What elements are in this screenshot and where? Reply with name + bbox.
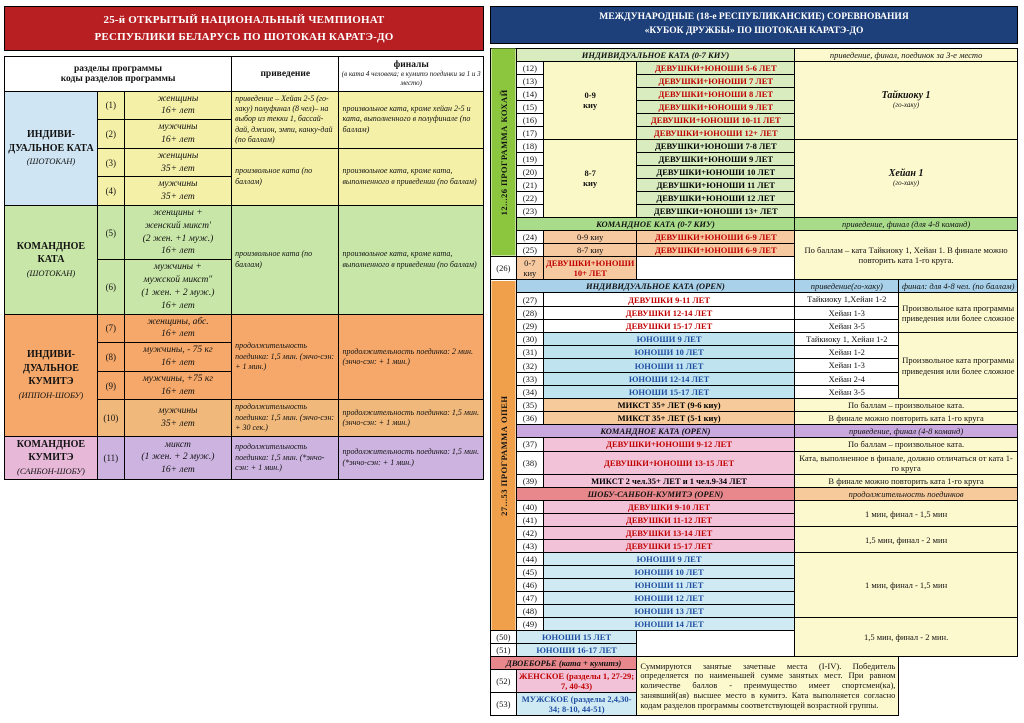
- section-name-individual-kumite: ИНДИВИ-ДУАЛЬНОЕ КУМИТЭ (ИППОН-ШОБУ): [5, 314, 98, 436]
- masters-note-2: В финале можно повторить ката 1-го круга: [795, 412, 1018, 425]
- row-code: (51): [491, 644, 517, 657]
- table-row: [491, 398, 1018, 411]
- table-row: [491, 451, 1018, 474]
- row-code: (28): [516, 306, 543, 319]
- row-label: ЮНОШИ 11 ЛЕТ: [543, 359, 794, 372]
- row-code: (52): [491, 670, 517, 693]
- vertical-label-open: 27...53 ПРОГРАММА ОПЕН: [491, 280, 517, 631]
- prived-kata: Хейан 1-3: [795, 306, 899, 319]
- prived-kata: Хейан 3-5: [795, 319, 899, 332]
- row-label: ДЕВУШКИ 11-12 ЛЕТ: [543, 514, 794, 527]
- code-cell: (1): [97, 91, 124, 120]
- band-kohai-team: КОМАНДНОЕ КАТА (0-7 КИУ): [516, 217, 794, 230]
- row-code: (48): [516, 605, 543, 618]
- code-cell: (9): [97, 371, 124, 400]
- open-team-note-1: По баллам – произвольное ката.: [795, 438, 1018, 451]
- table-row: [491, 293, 1018, 306]
- table-row: [491, 48, 1018, 61]
- table-row: [491, 501, 1018, 514]
- code-cell: (5): [97, 206, 124, 260]
- left-title-line2: РЕСПУБЛИКИ БЕЛАРУСЬ ПО ШОТОКАН КАРАТЭ-ДО: [94, 30, 394, 43]
- row-label: ДЕВУШКИ+ЮНОШИ 5-6 ЛЕТ: [637, 61, 795, 74]
- row-code: (20): [516, 165, 543, 178]
- table-row: [5, 314, 484, 343]
- table-row: [491, 139, 1018, 152]
- row-code: (18): [516, 139, 543, 152]
- row-label: МУЖСКОЕ (разделы 2,4,30-34; 8-10, 44-51): [516, 693, 637, 716]
- row-code: (35): [516, 398, 543, 411]
- kyu-cell: 0-7 киу: [516, 256, 543, 279]
- open-final-note-2: Произвольное ката программы приведения или более сложное: [899, 333, 1018, 399]
- table-row: [491, 553, 1018, 566]
- table-row: [491, 425, 1018, 438]
- prived-kata: Хейан 1-2: [795, 346, 899, 359]
- table-row: [491, 474, 1018, 487]
- row-label: ЮНОШИ 12-14 ЛЕТ: [543, 372, 794, 385]
- code-cell: (2): [97, 120, 124, 149]
- row-code: (25): [516, 243, 543, 256]
- category-cell: мужчины 16+ лет: [124, 120, 231, 149]
- final-cell: продолжительность поединка: 2 мин. (энчо-сэн: + 1 мин.): [339, 314, 484, 400]
- row-label: ДЕВУШКИ+ЮНОШИ 11 ЛЕТ: [637, 178, 795, 191]
- row-code: (27): [516, 293, 543, 306]
- code-cell: (11): [97, 436, 124, 480]
- category-cell: женщины, абс. 16+ лет: [124, 314, 231, 343]
- open-final-header: финал: для 4-8 чел. (по баллам): [899, 280, 1018, 293]
- row-code: (13): [516, 74, 543, 87]
- open-prived-header: приведение(го-хаку): [795, 280, 899, 293]
- row-code: (33): [516, 372, 543, 385]
- final-cell: произвольное ката, кроме хейан 2-5 и ката, выполненного в полуфинале (по баллам): [339, 91, 484, 148]
- band-dvoeborie: ДВОЕБОРЬЕ (ката + кумитэ): [491, 657, 637, 670]
- table-row: [491, 217, 1018, 230]
- band-kohai-individual: ИНДИВИДУАЛЬНОЕ КАТА (0-7 КИУ): [516, 48, 794, 61]
- code-cell: (8): [97, 343, 124, 372]
- category-cell: женщины + женский микст' (2 жен. +1 муж.) 16+ лет: [124, 206, 231, 260]
- dvoeborie-note: Суммируются занятые зачетные места (I-IV). Победитель определяется по наименьшей сумме занятых мест. При равном количестве баллов - преимущество имеет спортсмен(ка), занявший(ая) высшее место в кумитэ. Ката выполняется согласно кодам разделов программы соответствующей возрастной группы.: [637, 657, 899, 716]
- band-open-team: КОМАНДНОЕ КАТА (OPEN): [516, 425, 794, 438]
- row-code: (12): [516, 61, 543, 74]
- final-cell: продолжительность поединка: 1,5 мин. (энчо-сэн: + 1 мин.): [339, 400, 484, 436]
- row-code: (22): [516, 191, 543, 204]
- row-label: ДЕВУШКИ 15-17 ЛЕТ: [543, 540, 794, 553]
- prived-cell: продолжительность поединка: 1,5 мин. (энчо-сэн: + 30 сек.): [232, 400, 339, 436]
- shobu-header: продолжительность поединков: [795, 488, 1018, 501]
- kohai-team-prived-header: приведение, финал (для 4-8 команд): [795, 217, 1018, 230]
- table-row: [491, 61, 1018, 74]
- row-code: (21): [516, 178, 543, 191]
- category-cell: мужчины 35+ лет: [124, 177, 231, 206]
- header-prived: приведение: [232, 57, 339, 92]
- row-code: (32): [516, 359, 543, 372]
- row-label: ЮНОШИ 9 ЛЕТ: [543, 553, 794, 566]
- row-label: ДЕВУШКИ 12-14 ЛЕТ: [543, 306, 794, 319]
- final-cell: произвольное ката, кроме ката, выполненного в приведении (по баллам): [339, 148, 484, 205]
- row-label: ДЕВУШКИ+ЮНОШИ 6-9 ЛЕТ: [637, 230, 795, 243]
- prived-cell: произвольное ката (по баллам): [232, 206, 339, 315]
- prived-kata: Хейан 2-4: [795, 372, 899, 385]
- left-title-banner: [4, 6, 484, 51]
- row-label: ЮНОШИ 10 ЛЕТ: [543, 566, 794, 579]
- header-program-sections: разделы программы коды разделов программы: [5, 57, 232, 92]
- row-code: (45): [516, 566, 543, 579]
- row-label: ЮНОШИ 15 ЛЕТ: [516, 631, 637, 644]
- row-label: ЮНОШИ 10 ЛЕТ: [543, 346, 794, 359]
- table-row: [491, 333, 1018, 346]
- row-label: ЮНОШИ 9 ЛЕТ: [543, 333, 794, 346]
- right-column: [490, 6, 1018, 717]
- category-cell: мужчины 35+ лет: [124, 400, 231, 436]
- row-code: (24): [516, 230, 543, 243]
- open-team-note-2: Ката, выполненное в финале, должно отличаться от ката 1-го круга: [795, 451, 1018, 474]
- kata-cell-taikyoku: Тайкиоку 1 (го-хаку): [795, 61, 1018, 139]
- row-label: МИКСТ 35+ ЛЕТ (9-6 киу): [543, 398, 794, 411]
- row-label: МИКСТ 2 чел.35+ ЛЕТ и 1 чел.9-34 ЛЕТ: [543, 474, 794, 487]
- prived-kata: Хейан 1-3: [795, 359, 899, 372]
- open-final-note-1: Произвольное ката программы приведения или более сложное: [899, 293, 1018, 333]
- row-code: (49): [516, 618, 543, 631]
- table-row: [491, 280, 1018, 293]
- table-row: [491, 618, 1018, 631]
- table-row: [5, 91, 484, 120]
- section-name-team-kata: КОМАНДНОЕ КАТА (ШОТОКАН): [5, 206, 98, 315]
- row-label: ДЕВУШКИ+ЮНОШИ 10 ЛЕТ: [637, 165, 795, 178]
- code-cell: (3): [97, 148, 124, 177]
- category-cell: микст (1 жен. + 2 муж.) 16+ лет: [124, 436, 231, 480]
- code-cell: (4): [97, 177, 124, 206]
- kata-cell-heian: Хейан 1 (го-хаку): [795, 139, 1018, 217]
- row-label: ЮНОШИ 15-17 ЛЕТ: [543, 385, 794, 398]
- kohai-prived-header: приведение, финал, поединок за 3-е место: [795, 48, 1018, 61]
- row-code: (41): [516, 514, 543, 527]
- row-code: (14): [516, 87, 543, 100]
- row-code: (29): [516, 319, 543, 332]
- row-label: ДЕВУШКИ+ЮНОШИ 8 ЛЕТ: [637, 87, 795, 100]
- row-code: (31): [516, 346, 543, 359]
- code-cell: (10): [97, 400, 124, 436]
- row-label: ДЕВУШКИ+ЮНОШИ 9 ЛЕТ: [637, 100, 795, 113]
- prived-kata: Тайкиоку 1, Хейан 1-2: [795, 333, 899, 346]
- final-cell: продолжительность поединка: 1,5 мин. (*энчо-сэн: + 1 мин.): [339, 436, 484, 480]
- row-label: ДЕВУШКИ 9-11 ЛЕТ: [543, 293, 794, 306]
- category-cell: мужчины, +75 кг 16+ лет: [124, 371, 231, 400]
- row-label: ДЕВУШКИ+ЮНОШИ 12 ЛЕТ: [637, 191, 795, 204]
- row-label: ДЕВУШКИ+ЮНОШИ 13-15 ЛЕТ: [543, 451, 794, 474]
- row-label: ДЕВУШКИ+ЮНОШИ 12+ ЛЕТ: [637, 126, 795, 139]
- prived-cell: продолжительность поединка: 1,5 мин. (энчо-сэн: + 1 мин.): [232, 314, 339, 400]
- row-label: ДЕВУШКИ+ЮНОШИ 10-11 ЛЕТ: [637, 113, 795, 126]
- table-row: [5, 436, 484, 480]
- prived-cell: приведение – Хейан 2-5 (го-хаку) полуфинал (8 чел)– на выбор из текки 1, бассай-дай, джион, эмпи, канку-дай (по баллам): [232, 91, 339, 148]
- row-code: (23): [516, 204, 543, 217]
- row-label: ЮНОШИ 13 ЛЕТ: [543, 605, 794, 618]
- row-label: ДЕВУШКИ+ЮНОШИ 10+ ЛЕТ: [543, 256, 636, 279]
- table-row: [491, 230, 1018, 243]
- row-code: (30): [516, 333, 543, 346]
- row-label: ДЕВУШКИ+ЮНОШИ 9-12 ЛЕТ: [543, 438, 794, 451]
- row-code: (26): [491, 256, 517, 279]
- masters-note-1: По баллам – произвольное ката.: [795, 398, 1018, 411]
- row-code: (37): [516, 438, 543, 451]
- section-name-individual-kata: ИНДИВИ-ДУАЛЬНОЕ КАТА (ШОТОКАН): [5, 91, 98, 206]
- row-label: ДЕВУШКИ+ЮНОШИ 7-8 ЛЕТ: [637, 139, 795, 152]
- shobu-time-1: 1 мин, финал - 1,5 мин: [795, 501, 1018, 527]
- row-label: ЖЕНСКОЕ (разделы 1, 27-29; 7, 40-43): [516, 670, 637, 693]
- shobu-time-2: 1,5 мин, финал - 2 мин: [795, 527, 1018, 553]
- row-label: ЮНОШИ 14 ЛЕТ: [543, 618, 794, 631]
- section-name-team-kumite: КОМАНДНОЕ КУМИТЭ (САНБОН-ШОБУ): [5, 436, 98, 480]
- left-column: [4, 6, 484, 717]
- row-code: (46): [516, 579, 543, 592]
- row-code: (44): [516, 553, 543, 566]
- right-program-table: [490, 48, 1018, 717]
- category-cell: мужчины + мужской микст" (1 жен. + 2 муж.) 16+ лет: [124, 260, 231, 314]
- band-open-individual: ИНДИВИДУАЛЬНОЕ КАТА (OPEN): [516, 280, 794, 293]
- left-program-table: [4, 56, 484, 480]
- row-label: ЮНОШИ 11 ЛЕТ: [543, 579, 794, 592]
- prived-cell: продолжительность поединка: 1,5 мин. (*энчо-сэн: + 1 мин.): [232, 436, 339, 480]
- row-label: ДЕВУШКИ+ЮНОШИ 7 ЛЕТ: [637, 74, 795, 87]
- shobu-time-4: 1,5 мин, финал - 2 мин.: [795, 618, 1018, 657]
- final-cell: произвольное ката, кроме ката, выполненного в приведении (по баллам): [339, 206, 484, 315]
- row-label: МИКСТ 35+ ЛЕТ (5-1 киу): [543, 412, 794, 425]
- header-finals: финалы (в ката 4 человека; в кумитэ поединки за 1 и 3 место): [339, 57, 484, 92]
- table-row: [5, 206, 484, 260]
- row-code: (17): [516, 126, 543, 139]
- prived-kata: Хейан 3-5: [795, 385, 899, 398]
- left-table-header-row: [5, 57, 484, 92]
- right-title-line2: «КУБОК ДРУЖБЫ» ПО ШОТОКАН КАРАТЭ-ДО: [644, 25, 864, 36]
- row-code: (16): [516, 113, 543, 126]
- code-cell: (6): [97, 260, 124, 314]
- row-label: ДЕВУШКИ 13-14 ЛЕТ: [543, 527, 794, 540]
- open-team-header: приведение, финал (4-8 команд): [795, 425, 1018, 438]
- row-code: (15): [516, 100, 543, 113]
- right-title-banner: [490, 6, 1018, 44]
- row-code: (42): [516, 527, 543, 540]
- table-row: [491, 657, 1018, 670]
- row-label: ДЕВУШКИ+ЮНОШИ 6-9 ЛЕТ: [637, 243, 795, 256]
- row-code: (43): [516, 540, 543, 553]
- row-code: (39): [516, 474, 543, 487]
- row-label: ЮНОШИ 16-17 ЛЕТ: [516, 644, 637, 657]
- kyu-cell: 0-9 киу: [543, 230, 636, 243]
- table-row: [491, 438, 1018, 451]
- row-label: ДЕВУШКИ 15-17 ЛЕТ: [543, 319, 794, 332]
- open-team-note-3: В финале можно повторить ката 1-го круга: [795, 474, 1018, 487]
- row-code: (50): [491, 631, 517, 644]
- left-title-line1: 25-й ОТКРЫТЫЙ НАЦИОНАЛЬНЫЙ ЧЕМПИОНАТ: [103, 14, 385, 26]
- table-row: [491, 412, 1018, 425]
- row-code: (47): [516, 592, 543, 605]
- code-cell: (7): [97, 314, 124, 343]
- row-code: (34): [516, 385, 543, 398]
- category-cell: женщины 35+ лет: [124, 148, 231, 177]
- row-code: (19): [516, 152, 543, 165]
- vertical-label-kohai: 12...26 ПРОГРАММА КОХАЙ: [491, 48, 517, 256]
- kyu-cell: 8-7 киу: [543, 243, 636, 256]
- row-label: ДЕВУШКИ 9-10 ЛЕТ: [543, 501, 794, 514]
- category-cell: мужчины, - 75 кг 16+ лет: [124, 343, 231, 372]
- row-code: (53): [491, 693, 517, 716]
- row-code: (40): [516, 501, 543, 514]
- kyu-cell: 0-9 киу: [543, 61, 636, 139]
- kohai-team-note: По баллам – ката Тайкиоку 1, Хейан 1. В финале можно повторить ката 1-го круга.: [795, 230, 1018, 280]
- row-label: ДЕВУШКИ+ЮНОШИ 9 ЛЕТ: [637, 152, 795, 165]
- band-shobu-kumite: ШОБУ-САНБОН-КУМИТЭ (OPEN): [516, 488, 794, 501]
- category-cell: женщины 16+ лет: [124, 91, 231, 120]
- prived-cell: произвольное ката (по баллам): [232, 148, 339, 205]
- table-row: [491, 488, 1018, 501]
- right-title-line1: МЕЖДУНАРОДНЫЕ (18-е РЕСПУБЛИКАНСКИЕ) СОРЕВНОВАНИЯ: [599, 12, 909, 22]
- row-label: ЮНОШИ 12 ЛЕТ: [543, 592, 794, 605]
- row-label: ДЕВУШКИ+ЮНОШИ 13+ ЛЕТ: [637, 204, 795, 217]
- kyu-cell: 8-7 киу: [543, 139, 636, 217]
- shobu-time-3: 1 мин, финал - 1,5 мин: [795, 553, 1018, 618]
- row-code: (36): [516, 412, 543, 425]
- prived-kata: Тайкиоку 1,Хейан 1-2: [795, 293, 899, 306]
- row-code: (38): [516, 451, 543, 474]
- table-row: [491, 527, 1018, 540]
